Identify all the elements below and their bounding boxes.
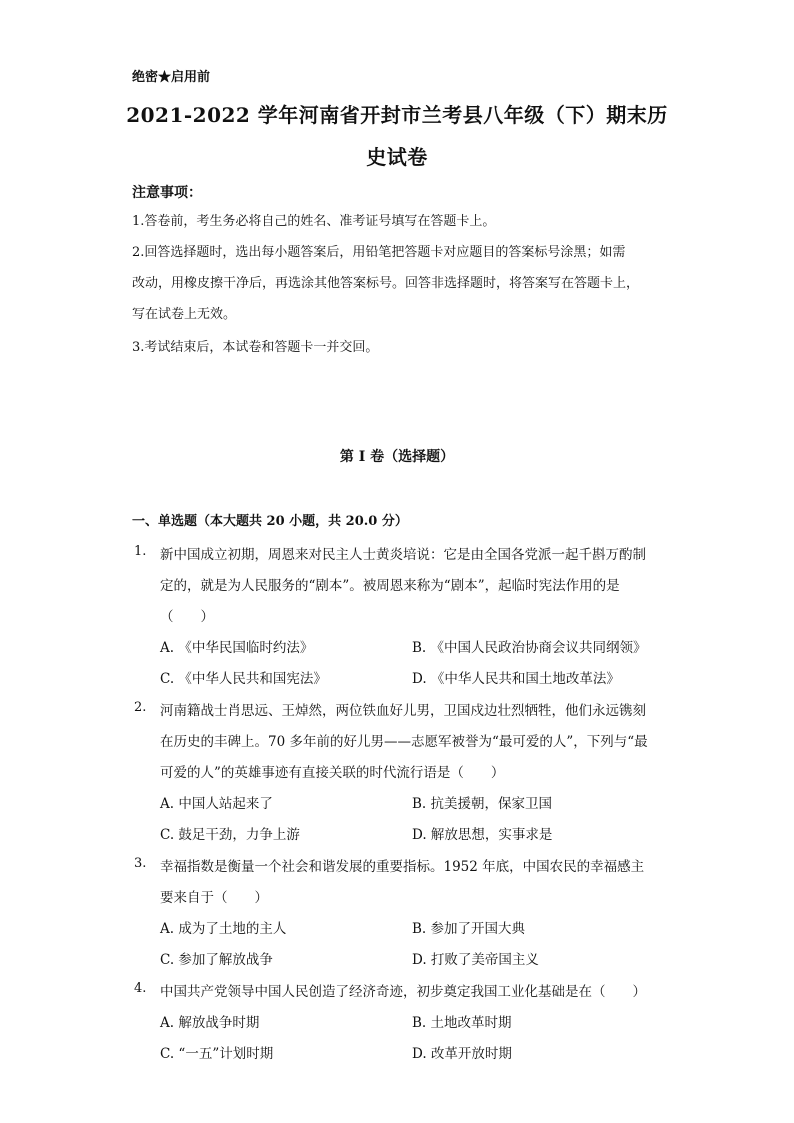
confidential-mark: 绝密★启用前 [132,70,211,85]
option-c: C. 鼓足干劲，力争上游 [160,827,300,843]
option-b: B. 参加了开国大典 [412,921,526,937]
option-d: D. 改革开放时期 [412,1046,512,1062]
option-d: D. 解放思想，实事求是 [412,827,553,843]
question-text-line: 新中国成立初期，周恩来对民主人士黄炎培说：它是由全国各党派一起千斟万酌制 [160,547,646,563]
option-a: A. 解放战争时期 [160,1015,260,1031]
exam-title-line-1: 2021-2022 学年河南省开封市兰考县八年级（下）期末历 [126,103,668,127]
option-a: A. 中国人站起来了 [160,796,273,812]
question-text-line: 在历史的丰碑上。70 多年前的好儿男——志愿军被誉为“最可爱的人”，下列与“最 [160,734,648,750]
notice-line: 3.考试结束后，本试卷和答题卡一并交回。 [132,340,379,355]
exam-title-line-2: 史试卷 [366,145,428,169]
question-number: 2. [134,700,147,715]
part-title: 一、单选题（本大题共 20 小题，共 20.0 分） [132,514,408,529]
question-text-line: 幸福指数是衡量一个社会和谐发展的重要指标。1952 年底，中国农民的幸福感主 [160,859,645,875]
notice-line: 1.答卷前，考生务必将自己的姓名、准考证号填写在答题卡上。 [132,214,496,229]
notice-line: 2.回答选择题时，选出每小题答案后，用铅笔把答题卡对应题目的答案标号涂黑；如需 [132,245,626,260]
question-text-line: 要来自于（ ） [160,890,268,906]
notice-heading: 注意事项： [132,185,202,201]
option-d: D. 《中华人民共和国土地改革法》 [412,671,620,687]
option-c: C. 《中华人民共和国宪法》 [160,671,327,687]
question-number: 4. [134,981,147,996]
option-a: A. 成为了土地的主人 [160,921,287,937]
question-text-line: 中国共产党领导中国人民创造了经济奇迹，初步奠定我国工业化基础是在（ ） [160,984,646,1000]
question-text-line: 定的，就是为人民服务的“剧本”。被周恩来称为“剧本”，起临时宪法作用的是 [160,578,620,594]
notice-line: 改动，用橡皮擦干净后，再选涂其他答案标号。回答非选择题时，将答案写在答题卡上， [132,276,640,291]
notice-line: 写在试卷上无效。 [132,307,237,322]
option-a: A. 《中华民国临时约法》 [160,640,314,656]
question-text-line: （ ） [160,609,214,625]
option-d: D. 打败了美帝国主义 [412,952,539,968]
section-title: 第 I 卷（选择题） [339,449,455,465]
option-c: C. “一五”计划时期 [160,1046,274,1062]
question-text-line: 可爱的人”的英雄事迹有直接关联的时代流行语是（ ） [160,765,505,781]
question-text-line: 河南籍战士肖思远、王焯然，两位铁血好儿男，卫国戍边壮烈牺牲，他们永远镌刻 [160,703,646,719]
option-c: C. 参加了解放战争 [160,952,273,968]
option-b: B. 《中国人民政治协商会议共同纲领》 [412,640,647,656]
question-number: 3. [134,856,147,871]
option-b: B. 抗美援朝，保家卫国 [412,796,553,812]
option-b: B. 土地改革时期 [412,1015,512,1031]
question-number: 1. [134,544,147,559]
